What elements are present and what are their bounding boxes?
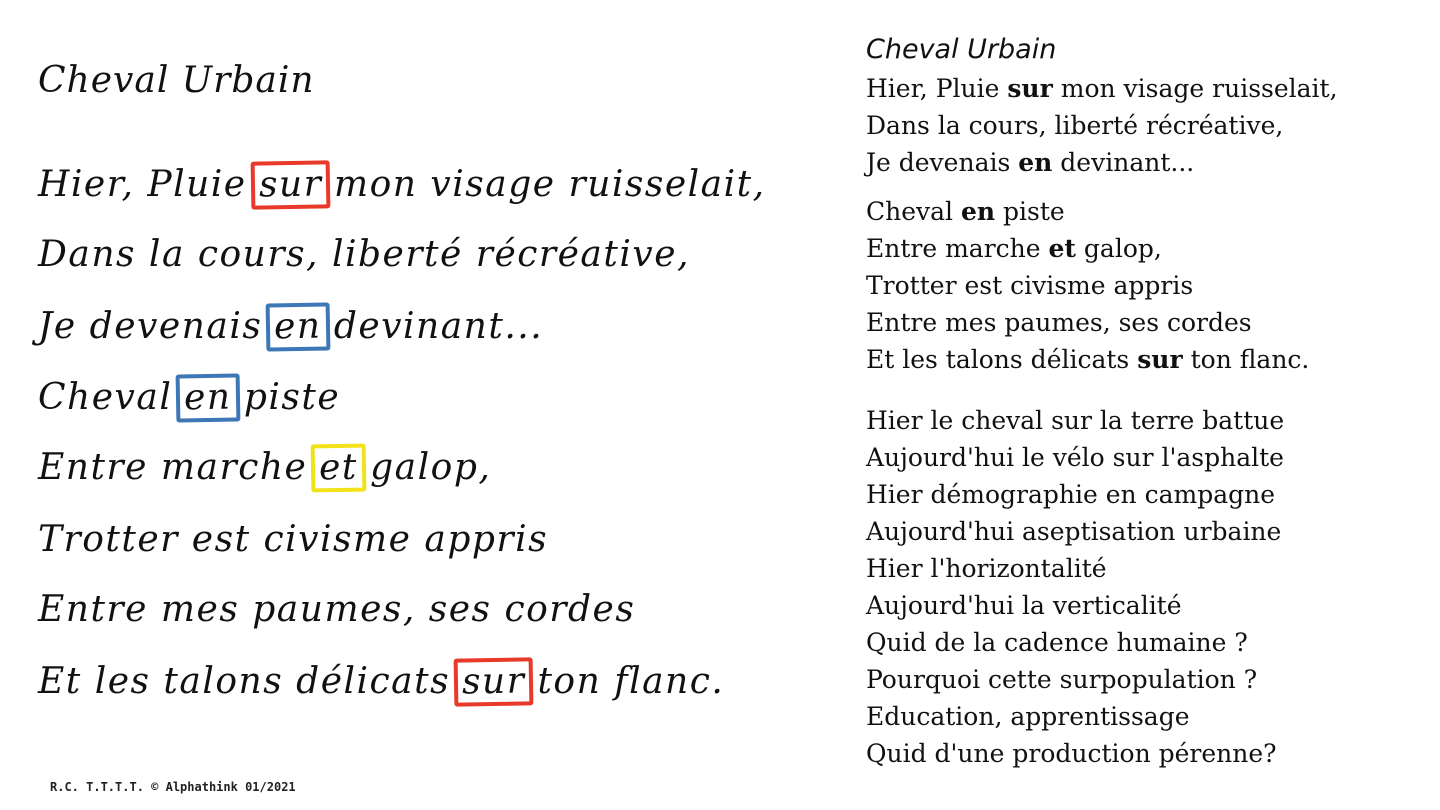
line-text: Entre marche bbox=[866, 234, 1049, 263]
line-text: ton flanc. bbox=[1182, 345, 1310, 374]
handwritten-line bbox=[38, 515, 548, 565]
copyright-credit: R.C. T.T.T.T. © Alphathink 01/2021 bbox=[50, 780, 296, 794]
typed-line bbox=[866, 107, 1436, 144]
line-text: mon visage ruisselait, bbox=[1052, 74, 1338, 103]
typed-line bbox=[866, 230, 1436, 267]
typed-line: Hier l'horizontalité bbox=[866, 554, 1107, 583]
typed-line bbox=[866, 70, 1436, 107]
line-text: galop, bbox=[370, 447, 492, 488]
handwritten-line bbox=[38, 657, 724, 707]
typed-line: Aujourd'hui aseptisation urbaine bbox=[866, 517, 1282, 546]
line-text: Hier, Pluie bbox=[38, 164, 247, 205]
bold-word: en bbox=[961, 197, 996, 226]
highlight-box: en bbox=[176, 373, 240, 422]
line-text: piste bbox=[995, 197, 1065, 226]
typed-line: Aujourd'hui la verticalité bbox=[866, 591, 1182, 620]
stanza-gap bbox=[866, 378, 1436, 402]
line-text: Hier, Pluie bbox=[866, 74, 1008, 103]
handwritten-line bbox=[38, 373, 340, 423]
handwritten-line bbox=[38, 585, 635, 635]
typed-line bbox=[866, 267, 1436, 304]
handwritten-line bbox=[38, 160, 766, 210]
line-text: Dans la cours, liberté récréative, bbox=[866, 111, 1284, 140]
typed-line: Quid de la cadence humaine ? bbox=[866, 628, 1248, 657]
typed-line: Hier démographie en campagne bbox=[866, 480, 1276, 509]
typed-line bbox=[866, 144, 1436, 181]
typed-line: Pourquoi cette surpopulation ? bbox=[866, 665, 1258, 694]
handwritten-line bbox=[38, 230, 690, 280]
line-text: Entre mes paumes, ses cordes bbox=[866, 308, 1252, 337]
typed-line bbox=[866, 341, 1436, 378]
line-text: Et les talons délicats bbox=[866, 345, 1138, 374]
line-text: Trotter est civisme appris bbox=[866, 271, 1194, 300]
handwritten-line bbox=[38, 302, 543, 352]
bold-word: sur bbox=[1137, 345, 1183, 374]
line-text: Trotter est civisme appris bbox=[38, 519, 549, 560]
line-text: Cheval bbox=[866, 197, 961, 226]
bold-word: en bbox=[1018, 148, 1053, 177]
highlight-box: et bbox=[311, 444, 367, 493]
line-text: devinant... bbox=[1052, 148, 1195, 177]
typed-line bbox=[866, 304, 1436, 341]
typed-line: Education, apprentissage bbox=[866, 702, 1190, 731]
typed-panel bbox=[866, 30, 1436, 772]
typed-line bbox=[866, 193, 1436, 230]
line-text: Cheval bbox=[38, 377, 173, 418]
typed-line: Quid d'une production pérenne? bbox=[866, 739, 1277, 768]
line-text: devinant... bbox=[333, 306, 544, 347]
highlight-box: en bbox=[266, 302, 330, 351]
line-text: Entre marche bbox=[38, 447, 308, 488]
typed-title: Cheval Urbain bbox=[866, 34, 1057, 65]
handwritten-line bbox=[38, 443, 491, 493]
line-text: Je devenais bbox=[866, 148, 1019, 177]
line-text: Dans la cours, liberté récréative, bbox=[38, 234, 690, 275]
line-text: Je devenais bbox=[38, 306, 263, 347]
highlight-box: sur bbox=[250, 160, 330, 209]
stanza-gap bbox=[866, 181, 1436, 193]
line-text: Entre mes paumes, ses cordes bbox=[38, 589, 636, 630]
line-text: Et les talons délicats bbox=[38, 661, 451, 702]
bold-word: et bbox=[1048, 234, 1076, 263]
handwritten-title: Cheval Urbain bbox=[38, 60, 315, 101]
line-text: galop, bbox=[1075, 234, 1162, 263]
typed-line: Hier le cheval sur la terre battue bbox=[866, 406, 1285, 435]
bold-word: sur bbox=[1007, 74, 1053, 103]
line-text: piste bbox=[243, 377, 341, 418]
line-text: mon visage ruisselait, bbox=[333, 164, 766, 205]
typed-line: Aujourd'hui le vélo sur l'asphalte bbox=[866, 443, 1284, 472]
highlight-box: sur bbox=[454, 657, 534, 706]
line-text: ton flanc. bbox=[537, 661, 725, 702]
